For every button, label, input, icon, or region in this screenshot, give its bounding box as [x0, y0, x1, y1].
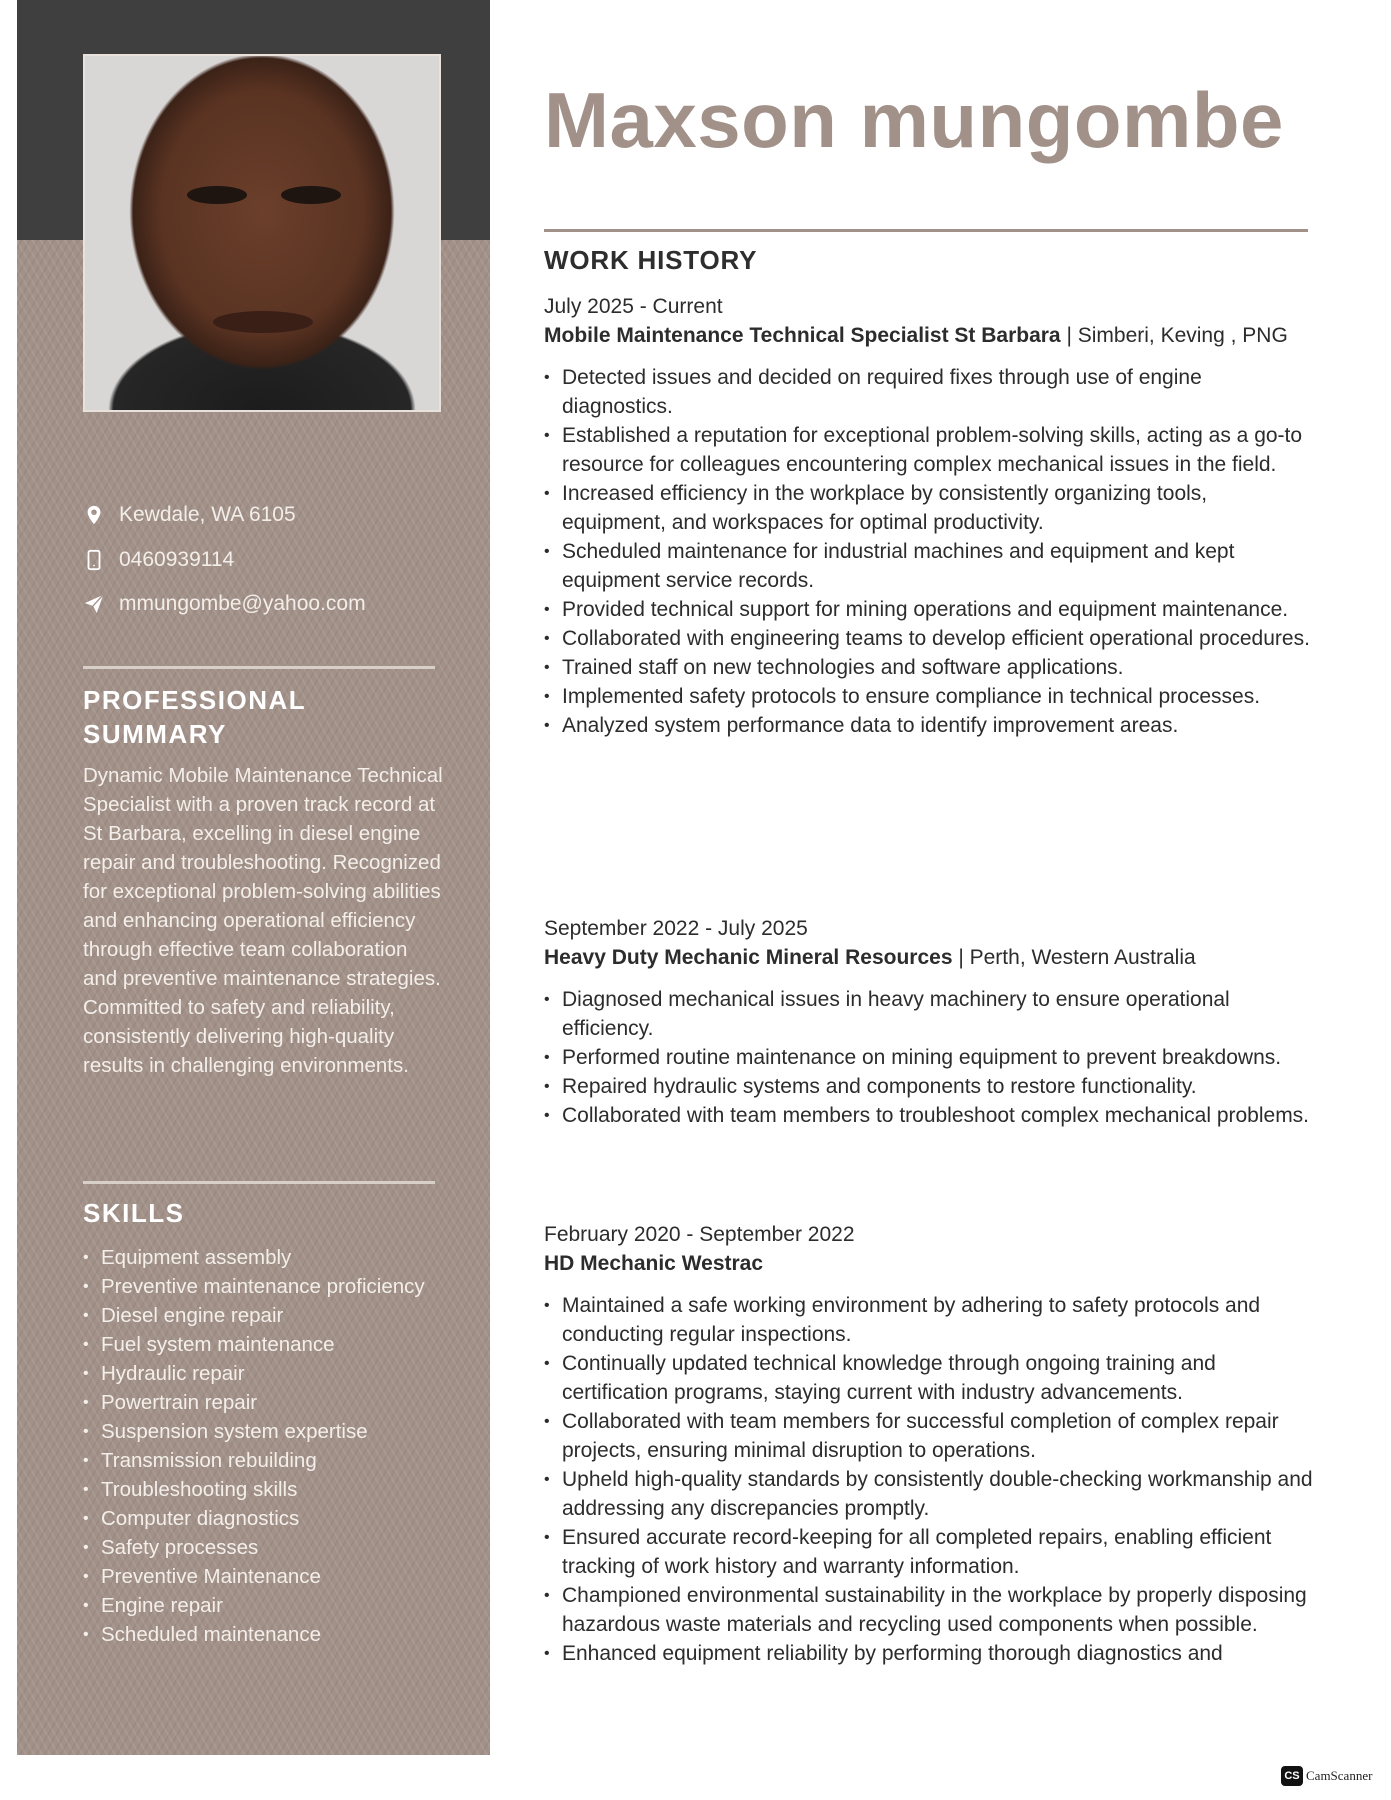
job-bullet: • Increased efficiency in the workplace by consistently organizing tools, equipment, and workspaces for optimal productivity. [544, 479, 1314, 537]
job-title-line [544, 943, 1314, 972]
camscanner-logo-icon: CS [1281, 1766, 1303, 1786]
job-bullet: • Diagnosed mechanical issues in heavy machinery to ensure operational efficiency. [544, 985, 1314, 1043]
job-bullet: • Analyzed system performance data to identify improvement areas. [544, 711, 1314, 740]
camscanner-text: CamScanner [1306, 1768, 1373, 1783]
job-bullet: • Established a reputation for exceptional problem-solving skills, acting as a go-to resource for colleagues encountering complex mechanical issues in the field. [544, 421, 1314, 479]
job-dates: September 2022 - July 2025 [544, 917, 808, 940]
name-divider [544, 229, 1308, 232]
skill-item: • Powertrain repair [83, 1388, 463, 1417]
job-entry [544, 1220, 1314, 1668]
sidebar-divider [83, 1181, 435, 1184]
map-pin-icon [83, 504, 105, 526]
skill-item: • Fuel system maintenance [83, 1330, 463, 1359]
contact-address-text: Kewdale, WA 6105 [119, 503, 296, 526]
contact-phone-text: 0460939114 [119, 548, 235, 571]
job-dates: July 2025 - Current [544, 295, 723, 318]
job-title: HD Mechanic Westrac [544, 1252, 764, 1275]
job-bullet: • Provided technical support for mining operations and equipment maintenance. [544, 595, 1314, 624]
job-bullet: • Ensured accurate record-keeping for all completed repairs, enabling efficient tracking of work history and warranty information. [544, 1523, 1314, 1581]
job-bullet: • Maintained a safe working environment by adhering to safety protocols and conducting regular inspections. [544, 1291, 1314, 1349]
photo-eye-left [187, 186, 247, 204]
work-history-heading: WORK HISTORY [544, 245, 758, 275]
sidebar [17, 0, 490, 1755]
skill-item: • Suspension system expertise [83, 1417, 463, 1446]
candidate-name: Maxson mungombe [544, 76, 1284, 164]
job-bullets [544, 1291, 1314, 1668]
skill-item: • Transmission rebuilding [83, 1446, 463, 1475]
camscanner-watermark [1281, 1766, 1372, 1786]
sidebar-divider [83, 666, 435, 669]
job-bullet: • Scheduled maintenance for industrial machines and equipment and kept equipment service records. [544, 537, 1314, 595]
job-bullets [544, 985, 1314, 1130]
contact-address [83, 503, 483, 527]
job-bullets [544, 363, 1314, 740]
skills-list [83, 1243, 463, 1649]
job-entry [544, 914, 1314, 1130]
job-bullet: • Implemented safety protocols to ensure compliance in technical processes. [544, 682, 1314, 711]
skill-item: • Hydraulic repair [83, 1359, 463, 1388]
contact-phone [83, 548, 483, 572]
job-entry [544, 292, 1314, 740]
skill-item: • Diesel engine repair [83, 1301, 463, 1330]
job-bullet: • Collaborated with team members to troubleshoot complex mechanical problems. [544, 1101, 1314, 1130]
contact-email-text[interactable]: mmungombe@yahoo.com [119, 592, 366, 615]
phone-icon [83, 549, 105, 571]
job-bullet: • Collaborated with team members for successful completion of complex repair projects, ensuring minimal disruption to operations. [544, 1407, 1314, 1465]
job-bullet: • Collaborated with engineering teams to develop efficient operational procedures. [544, 624, 1314, 653]
job-dates: February 2020 - September 2022 [544, 1223, 855, 1246]
job-location: | Simberi, Keving , PNG [1060, 324, 1288, 347]
photo-mouth [213, 311, 313, 333]
skill-item: • Troubleshooting skills [83, 1475, 463, 1504]
contact-email [83, 592, 483, 616]
skill-item: • Preventive maintenance proficiency [83, 1272, 463, 1301]
skill-item: • Preventive Maintenance [83, 1562, 463, 1591]
job-bullet: • Detected issues and decided on required fixes through use of engine diagnostics. [544, 363, 1314, 421]
skill-item: • Computer diagnostics [83, 1504, 463, 1533]
profile-photo [83, 54, 441, 412]
job-bullet: • Championed environmental sustainability in the workplace by properly disposing hazardous waste materials and recycling used components when possible. [544, 1581, 1314, 1639]
job-bullet: • Repaired hydraulic systems and components to restore functionality. [544, 1072, 1314, 1101]
photo-eye-right [281, 186, 341, 204]
skill-item: • Safety processes [83, 1533, 463, 1562]
job-title-line [544, 321, 1314, 350]
job-bullet: • Performed routine maintenance on mining equipment to prevent breakdowns. [544, 1043, 1314, 1072]
paper-plane-icon [83, 593, 105, 615]
skill-item: • Equipment assembly [83, 1243, 463, 1272]
job-bullet: • Continually updated technical knowledge through ongoing training and certification programs, staying current with industry advancements. [544, 1349, 1314, 1407]
job-bullet: • Trained staff on new technologies and software applications. [544, 653, 1314, 682]
skills-heading: SKILLS [83, 1198, 185, 1228]
job-bullet: • Enhanced equipment reliability by performing thorough diagnostics and [544, 1639, 1314, 1668]
summary-heading: PROFESSIONAL SUMMARY [83, 685, 306, 749]
skill-item: • Engine repair [83, 1591, 463, 1620]
job-title-line [544, 1249, 1314, 1278]
job-title: Mobile Maintenance Technical Specialist St Barbara [544, 324, 1061, 347]
job-title: Heavy Duty Mechanic Mineral Resources [544, 946, 953, 969]
job-bullet: • Upheld high-quality standards by consistently double-checking workmanship and addressing any discrepancies promptly. [544, 1465, 1314, 1523]
job-location: | Perth, Western Australia [952, 946, 1196, 969]
skill-item: • Scheduled maintenance [83, 1620, 463, 1649]
summary-text: Dynamic Mobile Maintenance Technical Specialist with a proven track record at St Barbara, excelling in diesel engine repair and troubleshooting. Recognized for exceptional problem-solving abilities and enhancing operational efficiency through effective team collaboration and preventive maintenance strategies. Committed to safety and reliability, consistently delivering high-quality results in challenging environments. [83, 764, 443, 1077]
